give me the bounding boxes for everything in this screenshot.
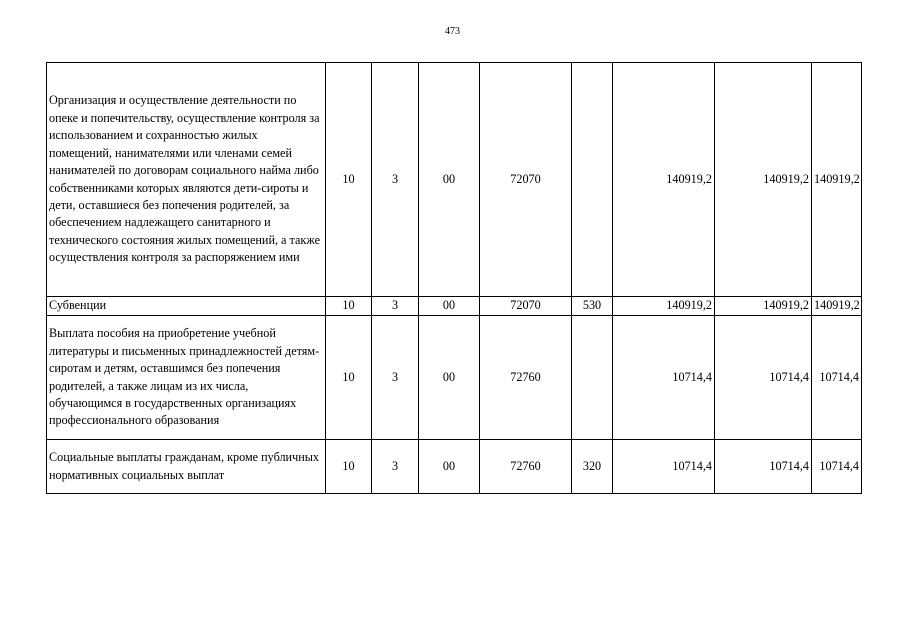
subsection-code: 3 (372, 297, 419, 316)
expense-type-code: 530 (572, 297, 613, 316)
amount-year-3: 140919,2 (812, 297, 862, 316)
target-code: 72070 (480, 297, 572, 316)
program-code: 00 (419, 440, 480, 494)
table-row (47, 316, 862, 440)
amount-year-2: 140919,2 (715, 297, 812, 316)
amount-year-3: 140919,2 (812, 63, 862, 297)
expense-type-code (572, 316, 613, 440)
expense-type-code: 320 (572, 440, 613, 494)
section-code: 10 (326, 440, 372, 494)
row-description: Субвенции (47, 297, 326, 316)
amount-year-3: 10714,4 (812, 316, 862, 440)
section-code: 10 (326, 63, 372, 297)
subsection-code: 3 (372, 316, 419, 440)
row-description: Социальные выплаты гражданам, кроме публичных нормативных социальных выплат (47, 440, 326, 494)
amount-year-1: 10714,4 (613, 316, 715, 440)
amount-year-3: 10714,4 (812, 440, 862, 494)
page-number: 473 (445, 26, 460, 37)
program-code: 00 (419, 316, 480, 440)
table-row (47, 440, 862, 494)
subsection-code: 3 (372, 63, 419, 297)
target-code: 72070 (480, 63, 572, 297)
amount-year-1: 140919,2 (613, 297, 715, 316)
amount-year-2: 140919,2 (715, 63, 812, 297)
amount-year-2: 10714,4 (715, 316, 812, 440)
expense-type-code (572, 63, 613, 297)
row-description: Выплата пособия на приобретение учебной литературы и письменных принадлежностей детям-сиротам и детям, оставшимся без попечения родителей, а также лицам из их числа, обучающимся в государственных организациях профессионального образования (47, 316, 326, 440)
section-code: 10 (326, 316, 372, 440)
section-code: 10 (326, 297, 372, 316)
program-code: 00 (419, 297, 480, 316)
amount-year-1: 10714,4 (613, 440, 715, 494)
budget-table (46, 62, 862, 494)
amount-year-1: 140919,2 (613, 63, 715, 297)
target-code: 72760 (480, 316, 572, 440)
amount-year-2: 10714,4 (715, 440, 812, 494)
program-code: 00 (419, 63, 480, 297)
table-row (47, 63, 862, 297)
subsection-code: 3 (372, 440, 419, 494)
row-description: Организация и осуществление деятельности по опеке и попечительству, осуществление контроля за использованием и сохранностью жилых помещений, нанимателями или членами семей нанимателей по договорам социального найма либо собственниками которых являются дети-сироты и дети, оставшиеся без попечения родителей, за обеспечением надлежащего санитарного и технического состояния жилых помещений, а также осуществления контроля за распоряжением ими (47, 63, 326, 297)
table-row (47, 297, 862, 316)
target-code: 72760 (480, 440, 572, 494)
